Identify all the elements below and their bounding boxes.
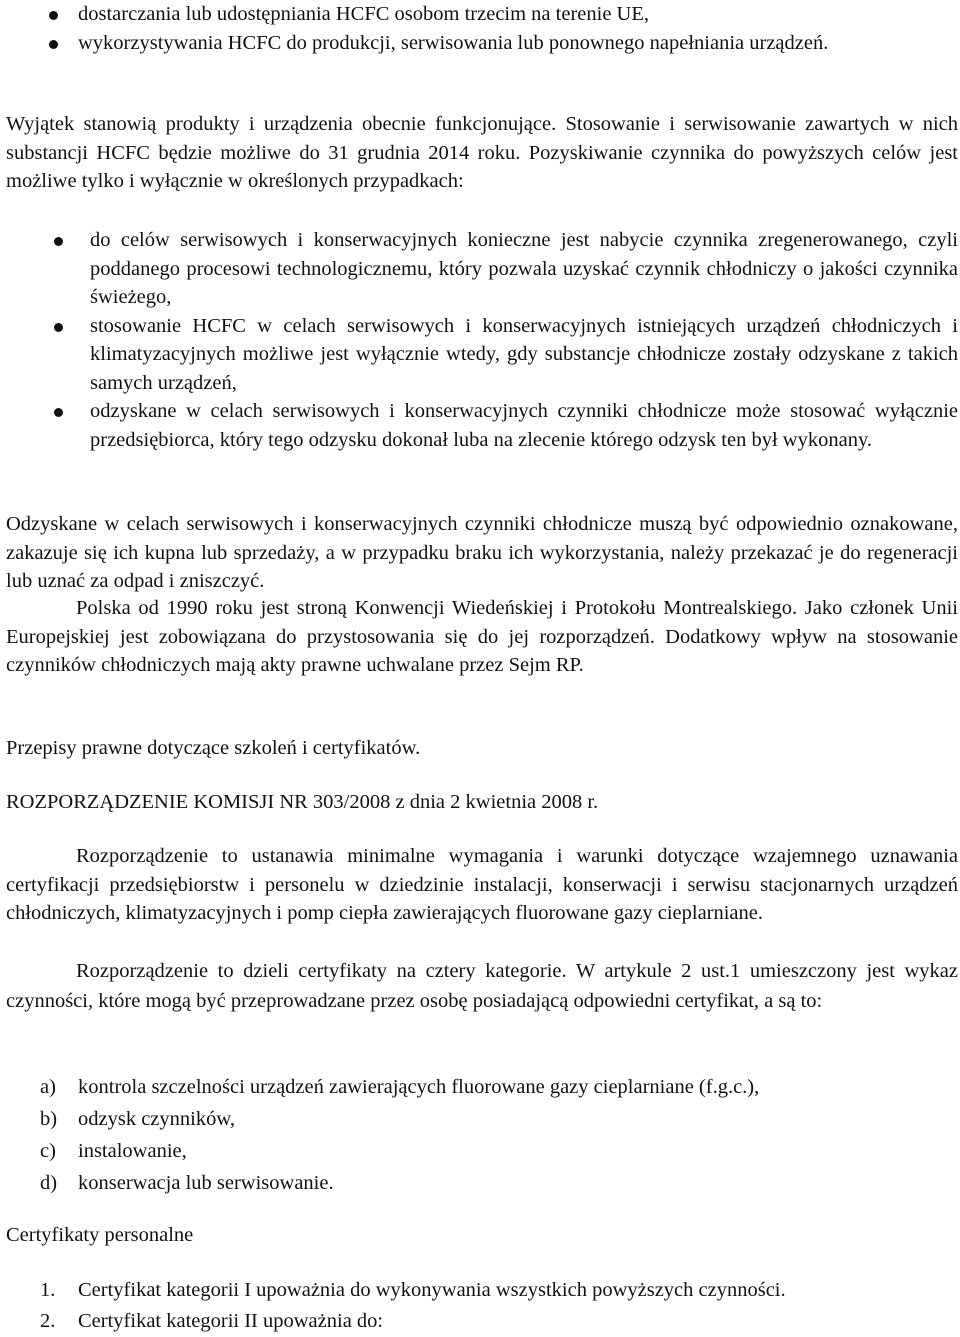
paragraph-text: Polska od 1990 roku jest stroną Konwencji Wiedeńskiej i Protokołu Montrealskiego. Jako członek Unii Europejskiej jest zobowiązana do przystosowania się do jej rozporządzeń. Dodatkowy wpływ na stosowanie czynników chłodniczych mają akty prawne uchwalane przez Sejm RP. [6, 597, 958, 676]
paragraph-text: Rozporządzenie to ustanawia minimalne wymagania i warunki dotyczące wzajemnego uznawania certyfikacji przedsiębiorstw i personelu w dziedzinie instalacji, konserwacji i serwisu stacjonarnych urządzeń chłodniczych, klimatyzacyjnych i pomp ciepła zawierających fluorowane gazy cieplarniane. [6, 845, 958, 924]
bullet-icon [49, 11, 58, 20]
bullet-icon [49, 40, 58, 49]
list-item-text: Certyfikat kategorii I upoważnia do wykonywania wszystkich powyższych czynności. [78, 1279, 786, 1301]
list-item-text: kontrola szczelności urządzeń zawierających fluorowane gazy cieplarniane (f.g.c.), [78, 1076, 760, 1098]
list-item-text: Certyfikat kategorii II upoważnia do: [78, 1310, 384, 1332]
mid-bullet-list [6, 226, 958, 454]
list-item [6, 1103, 958, 1135]
regulation-title [6, 788, 958, 817]
paragraph-exception [6, 110, 958, 196]
list-item [6, 0, 958, 29]
list-item-label: c) [40, 1140, 56, 1162]
paragraph-text: Wyjątek stanowią produkty i urządzenia obecnie funkcjonujące. Stosowanie i serwisowanie zawartych w nich substancji HCFC będzie możliwe do 31 grudnia 2014 roku. Pozyskiwanie czynnika do powyższych celów jest możliwe tylko i wyłącznie w określonych przypadkach: [6, 113, 958, 192]
list-item [6, 312, 958, 398]
list-item [6, 1167, 958, 1199]
list-item [6, 226, 958, 312]
list-item-label: d) [40, 1172, 58, 1194]
bullet-icon [54, 323, 63, 332]
list-item-label: 2. [40, 1310, 56, 1332]
list-item-label: b) [40, 1108, 58, 1130]
certificate-list [6, 1275, 958, 1337]
list-item [6, 1306, 958, 1337]
list-item [6, 1135, 958, 1167]
list-item-text: wykorzystywania HCFC do produkcji, serwisowania lub ponownego napełniania urządzeń. [78, 31, 829, 54]
list-item [6, 1071, 958, 1103]
list-item-text: dostarczania lub udostępniania HCFC osobom trzecim na terenie UE, [78, 3, 649, 25]
list-item-text: instalowanie, [78, 1140, 187, 1162]
list-item [6, 397, 958, 454]
bullet-icon [54, 408, 63, 417]
list-item [6, 1275, 958, 1306]
top-bullet-list [6, 0, 958, 57]
paragraph-text: Odzyskane w celach serwisowych i konserwacyjnych czynniki chłodnicze muszą być odpowiednio oznakowane, zakazuje się ich kupna lub sprzedaży, a w przypadku braku ich wykorzystania, należy przekazać je do regeneracji lub uznać za odpad i zniszczyć. [6, 513, 958, 592]
bullet-icon [54, 237, 63, 246]
section-heading [6, 1221, 958, 1250]
paragraph-recovered-refrigerants [6, 510, 958, 596]
list-item-label: a) [40, 1076, 56, 1098]
list-item-label: 1. [40, 1279, 56, 1301]
paragraph-text: Rozporządzenie to dzieli certyfikaty na cztery kategorie. W artykule 2 ust.1 umieszczony jest wykaz czynności, które mogą być przeprowadzane przez osobę posiadającą odpowiedni certyfikat, a są to: [6, 960, 958, 1012]
paragraph-regulation-scope [6, 842, 958, 928]
heading-text: Certyfikaty personalne [6, 1224, 194, 1246]
section-heading [6, 734, 958, 763]
paragraph-categories [6, 956, 958, 1016]
list-item-text: konserwacja lub serwisowanie. [78, 1172, 334, 1194]
paragraph-poland-conventions [6, 594, 958, 680]
list-item [6, 29, 958, 58]
heading-text: ROZPORZĄDZENIE KOMISJI NR 303/2008 z dnia 2 kwietnia 2008 r. [6, 791, 599, 813]
list-item-text: odzyskane w celach serwisowych i konserwacyjnych czynniki chłodnicze może stosować wyłącznie przedsiębiorca, który tego odzysku dokonał luba na zlecenie którego odzysk ten był wykonany. [90, 400, 958, 451]
heading-text: Przepisy prawne dotyczące szkoleń i certyfikatów. [6, 737, 421, 759]
list-item-text: stosowanie HCFC w celach serwisowych i konserwacyjnych istniejących urządzeń chłodniczych i klimatyzacyjnych możliwe jest wyłącznie wtedy, gdy substancje chłodnicze zostały odzyskane z takich samych urządzeń, [90, 314, 958, 394]
activity-list [6, 1071, 958, 1199]
list-item-text: odzysk czynników, [78, 1108, 235, 1130]
list-item-text: do celów serwisowych i konserwacyjnych konieczne jest nabycie czynnika zregenerowanego, czyli poddanego procesowi technologicznemu, który pozwala uzyskać czynnik chłodniczy o jakości czynnika świeżego, [90, 229, 958, 308]
